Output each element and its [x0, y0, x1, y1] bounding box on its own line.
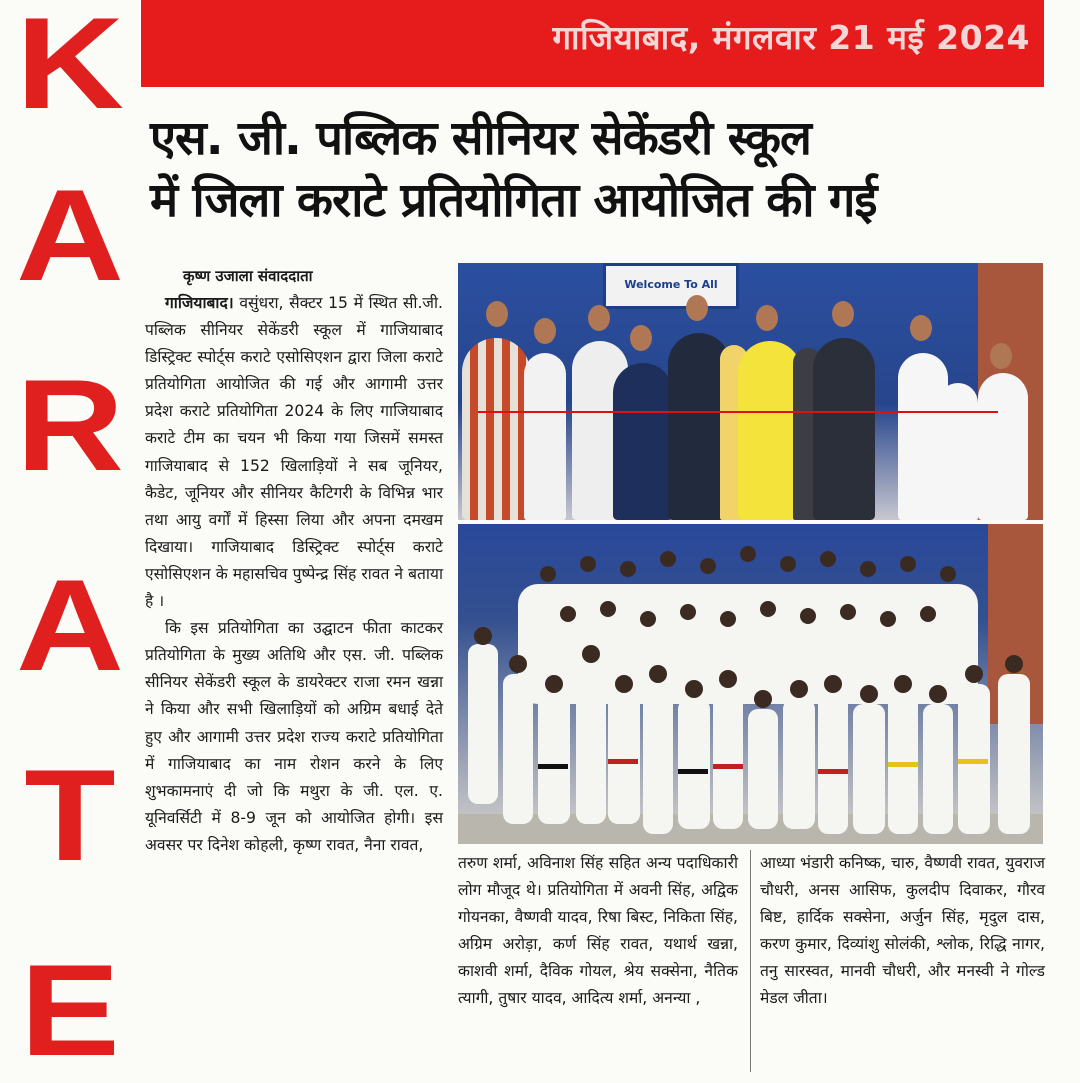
ribbon-cutting-photo: [458, 263, 1043, 520]
article-paragraph-1-text: वसुंधरा, सैक्टर 15 में स्थित सी.जी. पब्लिक सीनियर सेकेंडरी स्कूल में गाजियाबाद डिस्ट्रिक्ट स्पोर्ट्स कराटे एसोसिएशन द्वारा जिला कराटे प्रतियोगिता आयोजित की गई और आगामी उत्तर प्रदेश कराटे प्रतियोगिता 2024 के लिए गाजियाबाद कराटे टीम का चयन भी किया गया जिसमें समस्त गाजियाबाद से 152 खिलाड़ियों ने सब जूनियर, कैडेट, जूनियर और सीनियर कैटिगरी के विभिन्न भार तथा आयु वर्गों में हिस्सा लिया और अपना दमखम दिखाया। गाजियाबाद डिस्ट्रिक्ट स्पोर्ट्स कराटे एसोसिएशन के महासचिव पुष्पेन्द्र सिंह रावत ने बताया है ।: [145, 294, 443, 611]
dateline: गाजियाबाद, मंगलवार 21 मई 2024: [552, 18, 1030, 57]
column-divider: [750, 850, 751, 1072]
article-column-2: [458, 850, 738, 1013]
article-paragraph-2: कि इस प्रतियोगिता का उद्घाटन फीता काटकर प्रतियोगिता के मुख्य अतिथि और एस. जी. पब्लिक सीनियर सेकेंडरी स्कूल के डायरेक्टर राजा रमन खन्ना ने किया और सभी खिलाड़ियों को अग्रिम बधाई देते हुए और आगामी उत्तर प्रदेश राज्य कराटे प्रतियोगिता में गाजियाबाद का नाम रोशन करने के लिए शुभकामनाएं दी जो कि मथुरा के जी. एल. ए. यूनिवर्सिटी में 8-9 जून को आयोजित होगी। इस अवसर पर दिनेश कोहली, कृष्ण रावत, नैना रावत,: [145, 619, 443, 854]
headline-line-1: एस. जी. पब्लिक सीनियर सेकेंडरी स्कूल: [150, 111, 811, 166]
headline-line-2: में जिला कराटे प्रतियोगिता आयोजित की गई: [150, 173, 877, 228]
side-letter-a2: A: [16, 552, 124, 698]
article-column-3: [760, 850, 1045, 1013]
group-kids-illustration: [458, 524, 1043, 844]
side-letter-t: T: [24, 742, 116, 888]
article-column-2-text: तरुण शर्मा, अविनाश सिंह सहित अन्य पदाधिकारी लोग मौजूद थे। प्रतियोगिता में अवनी सिंह, अद्विक गोयनका, वैष्णवी यादव, रिषा बिस्ट, निकिता सिंह, अग्रिम अरोड़ा, कर्ण सिंह रावत, यथार्थ खन्ना, काशवी शर्मा, दैविक गोयल, श्रेय सक्सेना, नैतिक त्यागी, तुषार यादव, आदित्य शर्मा, अनन्या ,: [458, 854, 738, 1008]
welcome-sign: [603, 263, 739, 309]
side-letter-r: R: [16, 352, 124, 498]
side-letter-a1: A: [16, 162, 124, 308]
headline: [150, 108, 1050, 232]
group-photo: [458, 524, 1043, 844]
article-column-1: [145, 290, 443, 859]
article-dateline: गाजियाबाद।: [165, 294, 234, 312]
article-column-3-text: आध्या भंडारी कनिष्क, चारु, वैष्णवी रावत, युवराज चौधरी, अनस आसिफ, कुलदीप दिवाकर, गौरव बिष्ट, हार्दिक सक्सेना, अर्जुन सिंह, मृदुल दास, करण कुमार, दिव्यांशु सोलंकी, श्लोक, रिद्धि नागर, तनु सारस्वत, मानवी चौधरी, और मनस्वी ने गोल्ड मेडल जीता।: [760, 854, 1045, 1008]
karate-side-banner: [0, 0, 140, 1083]
side-letter-k: K: [16, 0, 124, 136]
byline: कृष्ण उजाला संवाददाता: [183, 267, 313, 285]
side-letter-e: E: [20, 937, 120, 1083]
article-paragraph-1: [145, 290, 443, 615]
ribbon: [478, 411, 998, 413]
date-banner: [141, 0, 1044, 87]
welcome-sign-text: Welcome To All: [624, 278, 718, 291]
